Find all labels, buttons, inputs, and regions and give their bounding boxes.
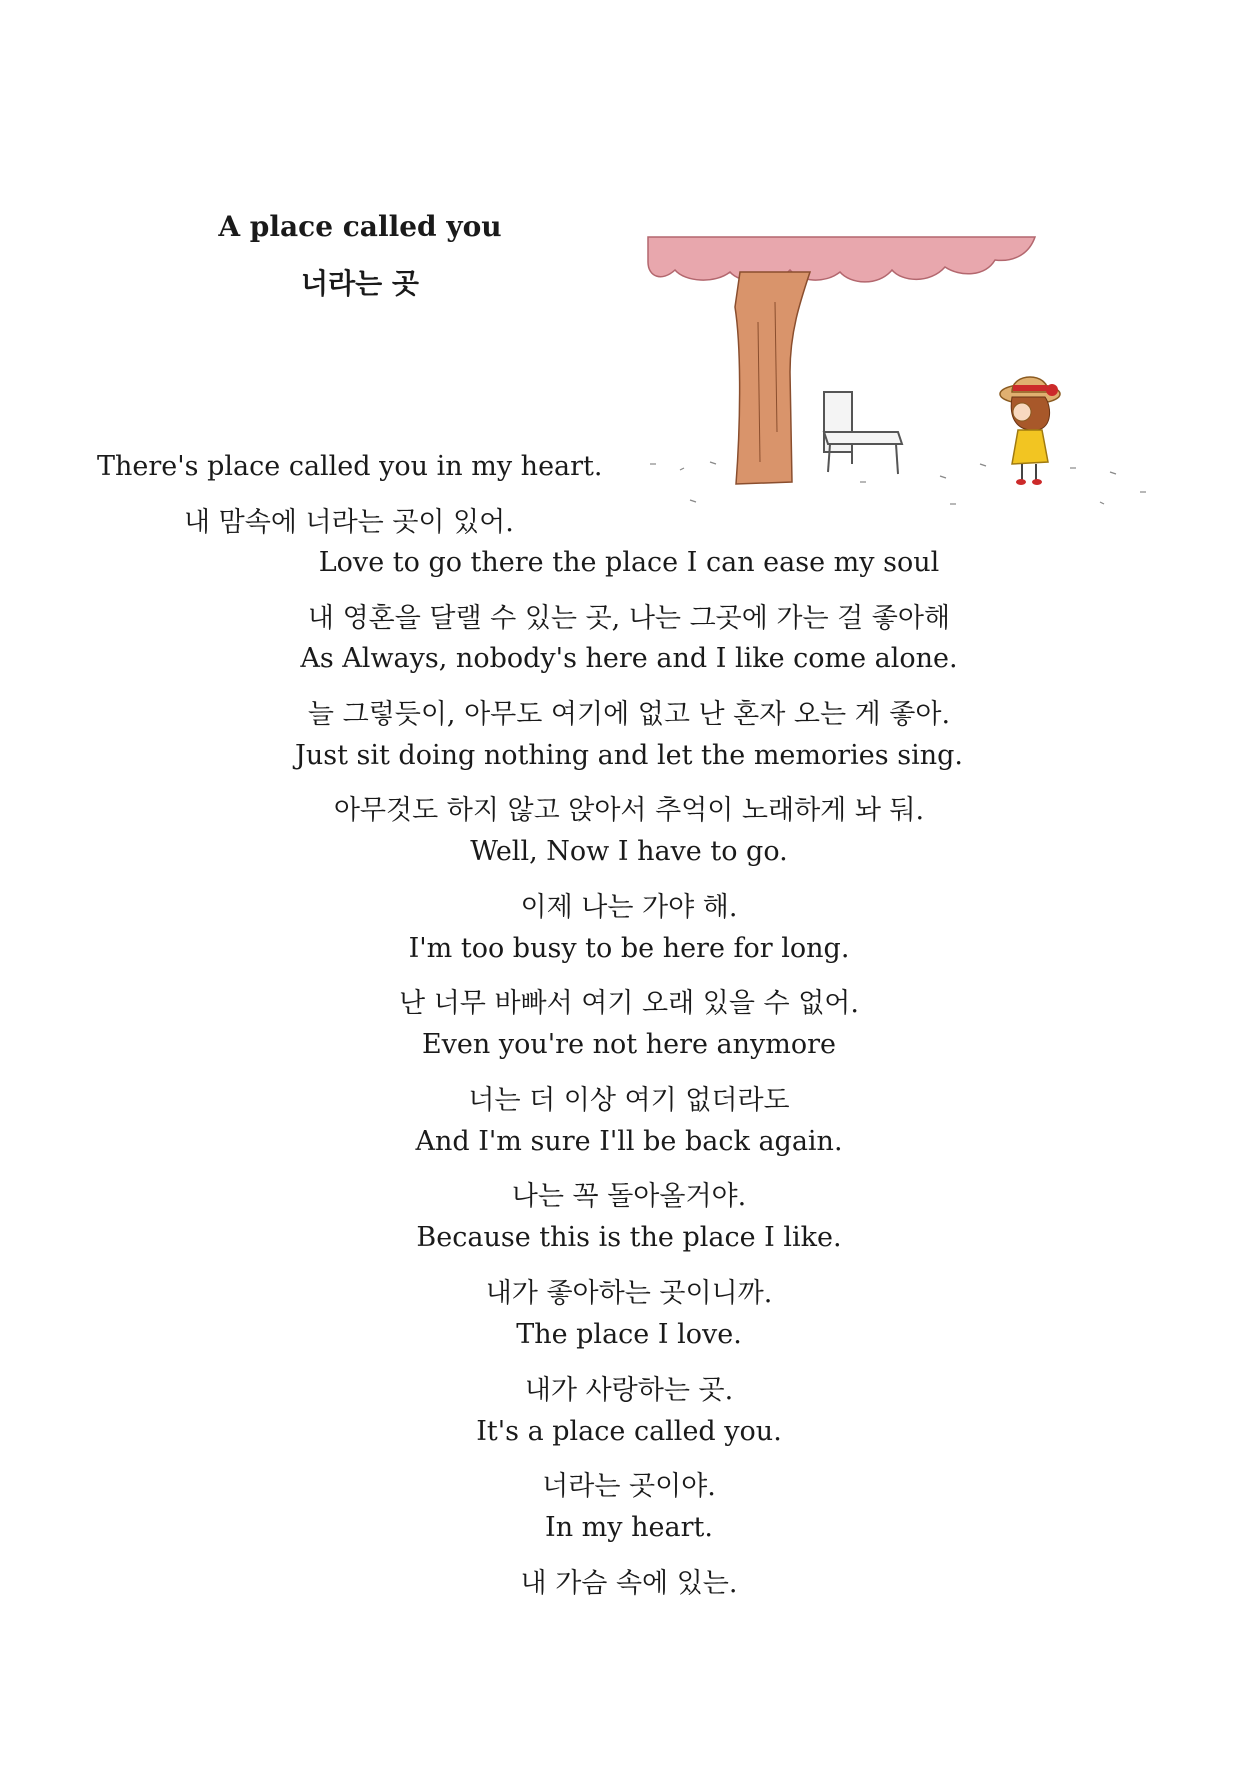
poem-line: 너라는 곳이야. — [542, 1471, 716, 1502]
tree-foliage — [648, 237, 1035, 282]
poem-line: In my heart. — [545, 1512, 713, 1543]
tree-trunk — [735, 272, 810, 484]
poem-line: 내가 사랑하는 곳. — [524, 1375, 734, 1406]
poem-line: 나는 꼭 돌아올거야. — [511, 1181, 747, 1212]
poem-line: As Always, nobody's here and I like come alone. — [300, 643, 958, 674]
poem-line: Because this is the place I like. — [416, 1222, 842, 1253]
poem-line: There's place called you in my heart. — [97, 451, 603, 482]
title-korean: 너라는 곳 — [301, 267, 419, 300]
poem-line: 난 너무 바빠서 여기 오래 있을 수 없어. — [399, 988, 859, 1019]
chair — [824, 392, 902, 474]
poem-line: 이제 나는 가야 해. — [520, 892, 738, 923]
poem-line: 아무것도 하지 않고 앉아서 추억이 노래하게 놔 둬. — [333, 795, 925, 826]
poem-line: I'm too busy to be here for long. — [408, 933, 850, 964]
poem-line: 내 가슴 속에 있는. — [520, 1568, 738, 1599]
poem-line: Just sit doing nothing and let the memories sing. — [295, 740, 963, 771]
poem-line: 내 맘속에 너라는 곳이 있어. — [184, 507, 514, 538]
tree-girl-illustration — [640, 232, 1160, 522]
title-english: A place called you — [218, 210, 502, 243]
poem-line: It's a place called you. — [476, 1416, 782, 1447]
poem-line: 내가 좋아하는 곳이니까. — [485, 1278, 773, 1309]
poem-line: 늘 그렇듯이, 아무도 여기에 없고 난 혼자 오는 게 좋아. — [307, 699, 951, 730]
poem-line: Even you're not here anymore — [421, 1029, 837, 1060]
girl-figure — [1000, 377, 1060, 485]
poem-line: 내 영혼을 달랠 수 있는 곳, 나는 그곳에 가는 걸 좋아해 — [307, 603, 951, 634]
poem-line: 너는 더 이상 여기 없더라도 — [468, 1085, 790, 1116]
poem-line: The place I love. — [516, 1319, 742, 1350]
poem-line: Love to go there the place I can ease my soul — [318, 547, 940, 578]
poem-line: And I'm sure I'll be back again. — [415, 1126, 843, 1157]
poem-line: Well, Now I have to go. — [470, 836, 788, 867]
